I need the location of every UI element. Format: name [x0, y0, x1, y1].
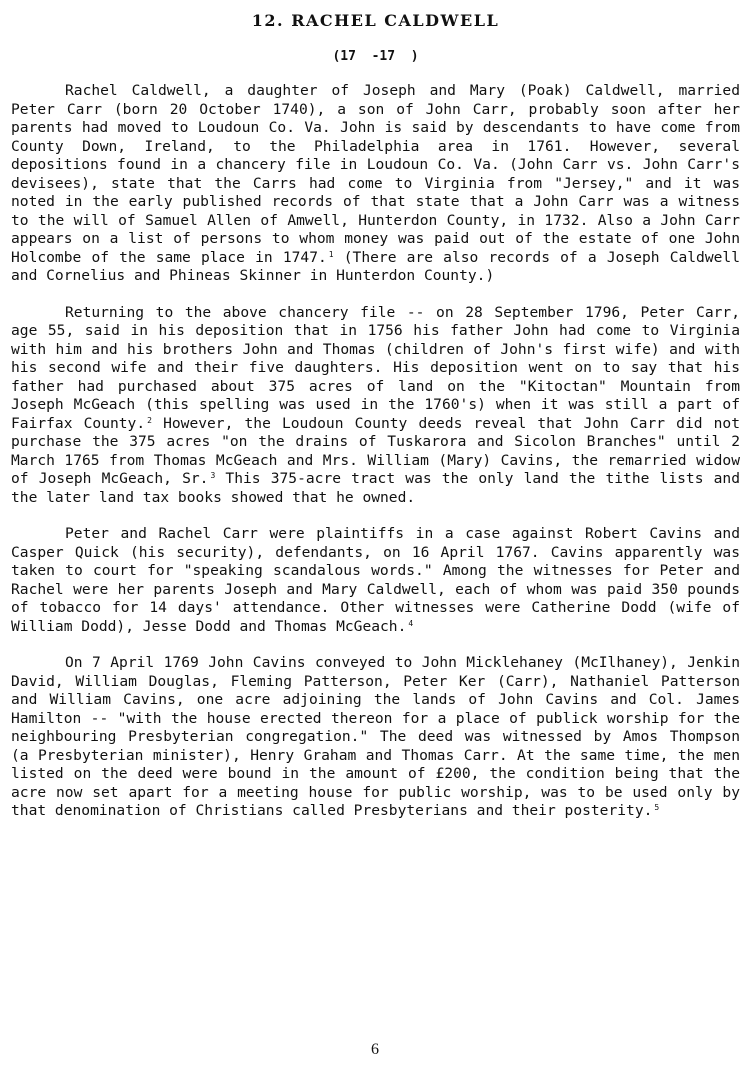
- life-dates: (17 -17 ): [332, 49, 419, 64]
- paragraph-3-text: Peter and Rachel Carr were plaintiffs in a case against Robert Cavins and Casper Quick (his security), defendants, on 16 April 1767. Cavins apparently was taken to court for "speaking scandalous words." Among the witnesses for Peter and Rachel were her parents Joseph and Mary Caldwell, each of whom was paid 350 pounds of tobacco for 14 days' attendance. Other witnesses were Catherine Dodd (wife of William Dodd), Jesse Dodd and Thomas McGeach.: [11, 525, 740, 635]
- paragraph-1: [11, 82, 740, 286]
- footnote-marker-4: 4: [408, 618, 414, 628]
- paragraph-2-text: Returning to the above chancery file -- on 28 September 1796, Peter Carr, age 55, said in his deposition that in 1756 his father John had come to Virginia with him and his brothers John and Thomas (children of John's first wife) and with his second wife and their five daughters. His deposition went on to say that his father had purchased about 375 acres of land on the "Kitoctan" Mountain from Joseph McGeach (this spelling was used in the 1760's) when it was still a part of Fairfax County.: [11, 303, 740, 432]
- footnote-marker-3: 3: [210, 471, 216, 480]
- paragraph-4-text: On 7 April 1769 John Cavins conveyed to John Micklehaney (McIlhaney), Jenkin David, William Douglas, Fleming Patterson, Peter Ker (Carr), Nathaniel Patterson and William Cavins, one acre adjoining the lands of John Cavins and Col. James Hamilton -- "with the house erected thereon for a place of publick worship for the neighbouring Presbyterian congregation." The deed was witnessed by Amos Thompson (a Presbyterian minister), Henry Graham and Thomas Carr. At the same time, the men listed on the deed were bound in the amount of £200, the condition being that the acre now set apart for a meeting house for public worship, was to be used only by that denomination of Christians called Presbyterians and their posterity.: [11, 654, 740, 819]
- paragraph-2: [11, 304, 740, 508]
- footnote-marker-5: 5: [654, 803, 660, 812]
- chapter-title: 12. RACHEL CALDWELL: [251, 11, 500, 30]
- paragraph-1-text: Rachel Caldwell, a daughter of Joseph and Mary (Poak) Caldwell, married Peter Carr (born 20 October 1740), a son of John Carr, probably soon after her parents had moved to Loudoun Co. Va. John is said by descendants to have come from County Down, Ireland, to the Philadelphia area in 1761. However, several depositions found in a chancery file in Loudoun Co. Va. (John Carr vs. John Carr's devisees), state that the Carrs had come to Virginia from "Jersey," and it was noted in the early published records of that state that a John Carr was a witness to the will of Samuel Allen of Amwell, Hunterdon County, in 1732. Also a John Carr appears on a list of persons to whom money was paid out of the estate of one John Holcombe of the same place in 1747.: [11, 82, 740, 266]
- paragraph-4: [11, 654, 740, 821]
- paragraph-2-text-after-2: This 375-acre tract was the only land the tithe lists and the later land tax books showed that he owned.: [11, 470, 741, 506]
- paragraph-1-text-after: (There are also records of a Joseph Caldwell and Cornelius and Phineas Skinner in Hunterdon County.): [11, 248, 740, 284]
- page-number: 6: [371, 1041, 379, 1058]
- paragraph-3: [11, 525, 740, 636]
- footnote-marker-1: 1: [328, 249, 334, 259]
- footnote-marker-2: 2: [147, 415, 152, 425]
- paragraph-2-text-after: However, the Loudoun County deeds reveal that John Carr did not purchase the 375 acres "on the drains of Tuskarora and Sicolon Branches" until 2 March 1765 from Thomas McGeach and Mrs. William (Mary) Cavins, the remarried widow of Joseph McGeach, Sr.: [11, 414, 740, 487]
